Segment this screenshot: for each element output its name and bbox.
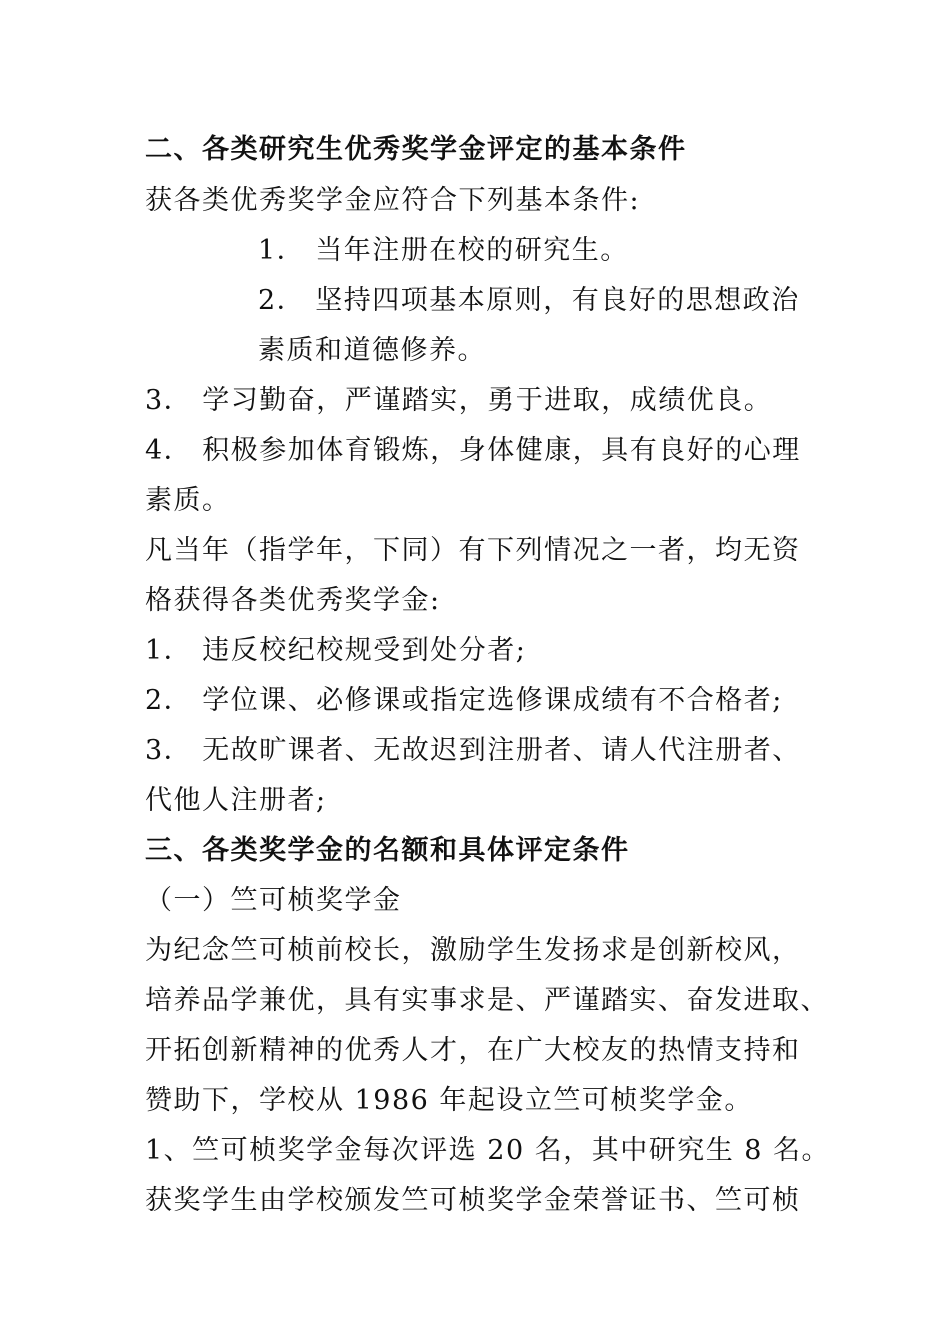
paragraph-line: 获各类优秀奖学金应符合下列基本条件: [145, 185, 641, 216]
list-item: 3． 学习勤奋，严谨踏实，勇于进取，成绩优良。 [145, 385, 773, 416]
list-item: 2． 坚持四项基本原则，有良好的思想政治 [258, 285, 800, 316]
list-item-continuation: 素质和道德修养。 [258, 335, 486, 366]
list-item-continuation: 代他人注册者; [145, 785, 327, 816]
list-item-continuation: 素质。 [145, 485, 231, 516]
list-item: 2． 学位课、必修课或指定选修课成绩有不合格者; [145, 685, 783, 716]
list-item: 3． 无故旷课者、无故迟到注册者、请人代注册者、 [145, 735, 801, 766]
list-item: 4． 积极参加体育锻炼，身体健康，具有良好的心理 [145, 435, 801, 466]
paragraph-line: 赞助下，学校从 1986 年起设立竺可桢奖学金。 [145, 1085, 753, 1116]
paragraph-line: 获奖学生由学校颁发竺可桢奖学金荣誉证书、竺可桢 [145, 1185, 801, 1216]
paragraph-line: 开拓创新精神的优秀人才，在广大校友的热情支持和 [145, 1035, 801, 1066]
list-item: 1． 违反校纪校规受到处分者; [145, 635, 527, 666]
paragraph-line: 凡当年（指学年，下同）有下列情况之一者，均无资 [145, 535, 801, 566]
section-heading-2: 二、各类研究生优秀奖学金评定的基本条件 [145, 134, 687, 165]
list-item: 1． 当年注册在校的研究生。 [258, 235, 629, 266]
paragraph-line: 格获得各类优秀奖学金: [145, 585, 441, 616]
paragraph-line: 1、竺可桢奖学金每次评选 20 名，其中研究生 8 名。 [145, 1135, 831, 1166]
section-heading-3: 三、各类奖学金的名额和具体评定条件 [145, 835, 630, 866]
subsection-heading: （一）竺可桢奖学金 [145, 885, 402, 916]
paragraph-line: 培养品学兼优，具有实事求是、严谨踏实、奋发进取、 [145, 985, 829, 1016]
paragraph-line: 为纪念竺可桢前校长，激励学生发扬求是创新校风， [145, 935, 801, 966]
